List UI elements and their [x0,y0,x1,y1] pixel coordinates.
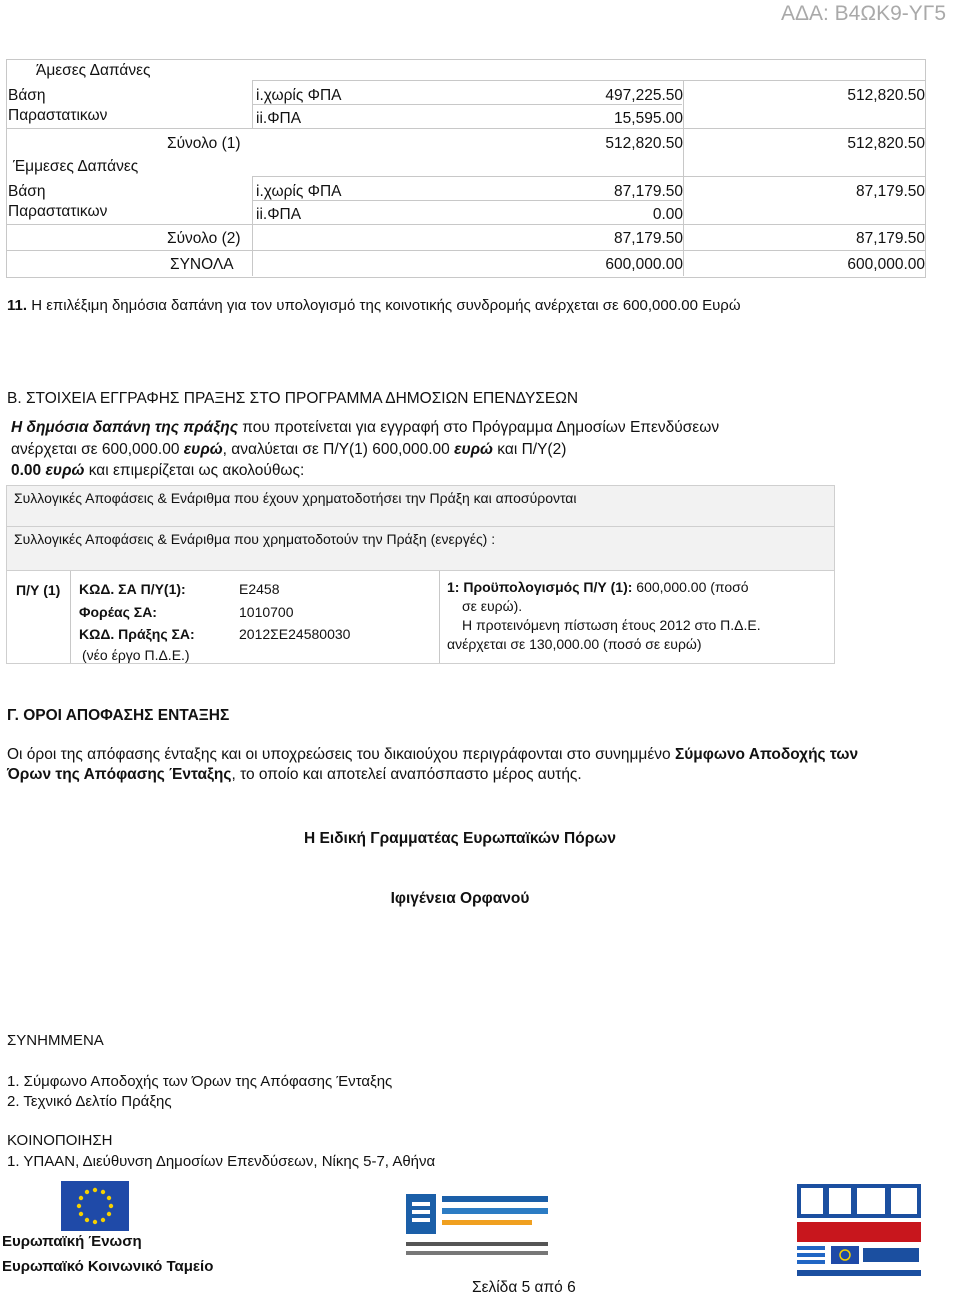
amount: 497,225.50 [605,87,683,104]
grid-line [7,250,925,251]
budget-line [447,579,749,595]
amount: 600,000.00 [605,256,683,273]
section-c-line [7,766,582,784]
grid-line [252,224,253,276]
direct-costs-title: Άμεσες Δαπάνες [36,62,151,79]
text: 600,000.00 (ποσό [632,579,749,595]
field-value: Ε2458 [239,581,280,597]
amount: 0.00 [652,206,683,223]
section-c-title: Γ. ΟΡΟΙ ΑΠΟΦΑΣΗΣ ΕΝΤΑΞΗΣ [7,707,230,724]
basis-label: Παραστατικων [8,107,108,124]
text: , το οποίο και αποτελεί αναπόσπαστο μέρος αυτής. [231,766,582,783]
budget-line: ανέρχεται σε 130,000.00 (ποσό σε ευρώ) [447,636,702,652]
field-label: ΚΩΔ. ΣΑ Π/Υ(1): [79,581,186,597]
field-label: Φορέας ΣΑ: [79,604,157,620]
basis-label: Βάση [8,87,46,104]
program-logo [404,1188,554,1264]
row-label: i.χωρίς ΦΠΑ [256,87,342,104]
eu-flag-icon [61,1181,129,1231]
signatory-role: Η Ειδική Γραμματέας Ευρωπαϊκών Πόρων [304,830,616,847]
text: , αναλύεται σε Π/Υ(1) 600,000.00 [222,441,455,458]
notification-item: 1. ΥΠΑΑΝ, Διεύθυνση Δημοσίων Επενδύσεων, Νίκης 5-7, Αθήνα [7,1153,436,1170]
emph-text: ευρώ [183,441,223,458]
budget-heading: 1: Προϋπολογισμός Π/Υ (1): [447,579,633,595]
indirect-costs-title: Έμμεσες Δαπάνες [13,158,139,175]
item-number: 11. [7,297,28,314]
page-number: Σελίδα 5 από 6 [472,1279,576,1296]
amount: 600,000.00 [847,256,925,273]
basis-label: Παραστατικων [8,203,108,220]
text: που προτείνεται για εγγραφή στο Πρόγραμμα Δημοσίων Επενδύσεων [237,419,720,436]
signatory-name: Ιφιγένεια Ορφανού [390,890,530,907]
amount: 87,179.50 [614,230,683,247]
budget-line: Η προτεινόμενη πίστωση έτους 2012 στο Π.Δ.Ε. [462,617,761,633]
grid-line [70,571,71,663]
budget-block [6,570,835,664]
amount: 512,820.50 [847,135,925,152]
emph-text: Η δημόσια δαπάνη της πράξης [11,419,238,436]
item-11 [7,297,741,314]
row-label: Σύνολο (1) [167,135,241,152]
emph-text: Όρων της Απόφασης Ένταξης [7,766,232,783]
basis-label: Βάση [8,183,46,200]
grid-line [7,128,925,129]
amount: 87,179.50 [614,183,683,200]
row-label: i.χωρίς ΦΠΑ [256,183,342,200]
emph-text: Σύμφωνο Αποδοχής των [674,746,859,763]
espa-logo [797,1184,921,1280]
ada-code: ΑΔΑ: Β4ΩΚ9-ΥΓ5 [780,2,946,25]
attachment-item: 1. Σύμφωνο Αποδοχής των Όρων της Απόφασης Ένταξης [7,1073,393,1090]
text: ανέρχεται σε 600,000.00 [11,441,184,458]
item-text: Η επιλέξιμη δημόσια δαπάνη για τον υπολογισμό της κοινοτικής συνδρομής ανέρχεται σε 600,000.00 Ευρώ [27,297,741,314]
amount: 87,179.50 [856,230,925,247]
grid-line [252,176,925,177]
row-label: ΣΥΝΟΛΑ [170,256,234,273]
section-c-line [7,746,858,764]
text: και επιμερίζεται ως ακολούθως: [84,462,305,479]
box-label: Συλλογικές Αποφάσεις & Ενάριθμα που χρηματοδοτούν την Πράξη (ενεργές) : [14,531,496,547]
attachment-item: 2. Τεχνικό Δελτίο Πράξης [7,1093,172,1110]
esf-label: Ευρωπαϊκό Κοινωνικό Ταμείο [2,1258,214,1275]
box-label: Συλλογικές Αποφάσεις & Ενάριθμα που έχουν χρηματοδοτήσει την Πράξη και αποσύρονται [14,490,577,506]
cost-table [6,59,926,278]
field-value: 1010700 [239,604,294,620]
amount: 87,179.50 [856,183,925,200]
text: 0.00 [11,462,46,479]
field-label: ΚΩΔ. Πράξης ΣΑ: [79,626,195,642]
section-b-paragraph [11,441,566,459]
budget-line: σε ευρώ). [462,598,523,614]
grid-line [439,571,440,663]
row-label: ii.ΦΠΑ [256,110,302,127]
budget-label: Π/Υ (1) [16,582,61,598]
amount: 512,820.50 [847,87,925,104]
grid-line [683,80,684,276]
field-note: (νέο έργο Π.Δ.Ε.) [82,647,190,663]
grid-line [7,224,925,225]
row-label: ii.ΦΠΑ [256,206,302,223]
row-label: Σύνολο (2) [167,230,241,247]
section-b-title: Β. ΣΤΟΙΧΕΙΑ ΕΓΓΡΑΦΗΣ ΠΡΑΞΗΣ ΣΤΟ ΠΡΟΓΡΑΜΜΑ ΔΗΜΟΣΙΩΝ ΕΠΕΝΔΥΣΕΩΝ [7,390,579,407]
emph-text: ευρώ [45,462,85,479]
section-b-paragraph [11,462,304,480]
text: Οι όροι της απόφασης ένταξης και οι υποχρεώσεις του δικαιούχου περιγράφονται στο συνημμένο [7,746,675,763]
text: και Π/Υ(2) [493,441,567,458]
grid-line [252,80,925,81]
section-b-paragraph [11,419,719,437]
emph-text: ευρώ [454,441,493,458]
withdrawn-decisions-box [6,485,835,528]
amount: 512,820.50 [605,135,683,152]
amount: 15,595.00 [614,110,683,127]
field-value: 2012ΣΕ24580030 [239,626,351,642]
notification-title: ΚΟΙΝΟΠΟΙΗΣΗ [7,1132,113,1149]
eu-label: Ευρωπαϊκή Ένωση [2,1233,142,1250]
attachments-title: ΣΥΝΗΜΜΕΝΑ [7,1032,104,1049]
active-decisions-box [6,526,835,571]
